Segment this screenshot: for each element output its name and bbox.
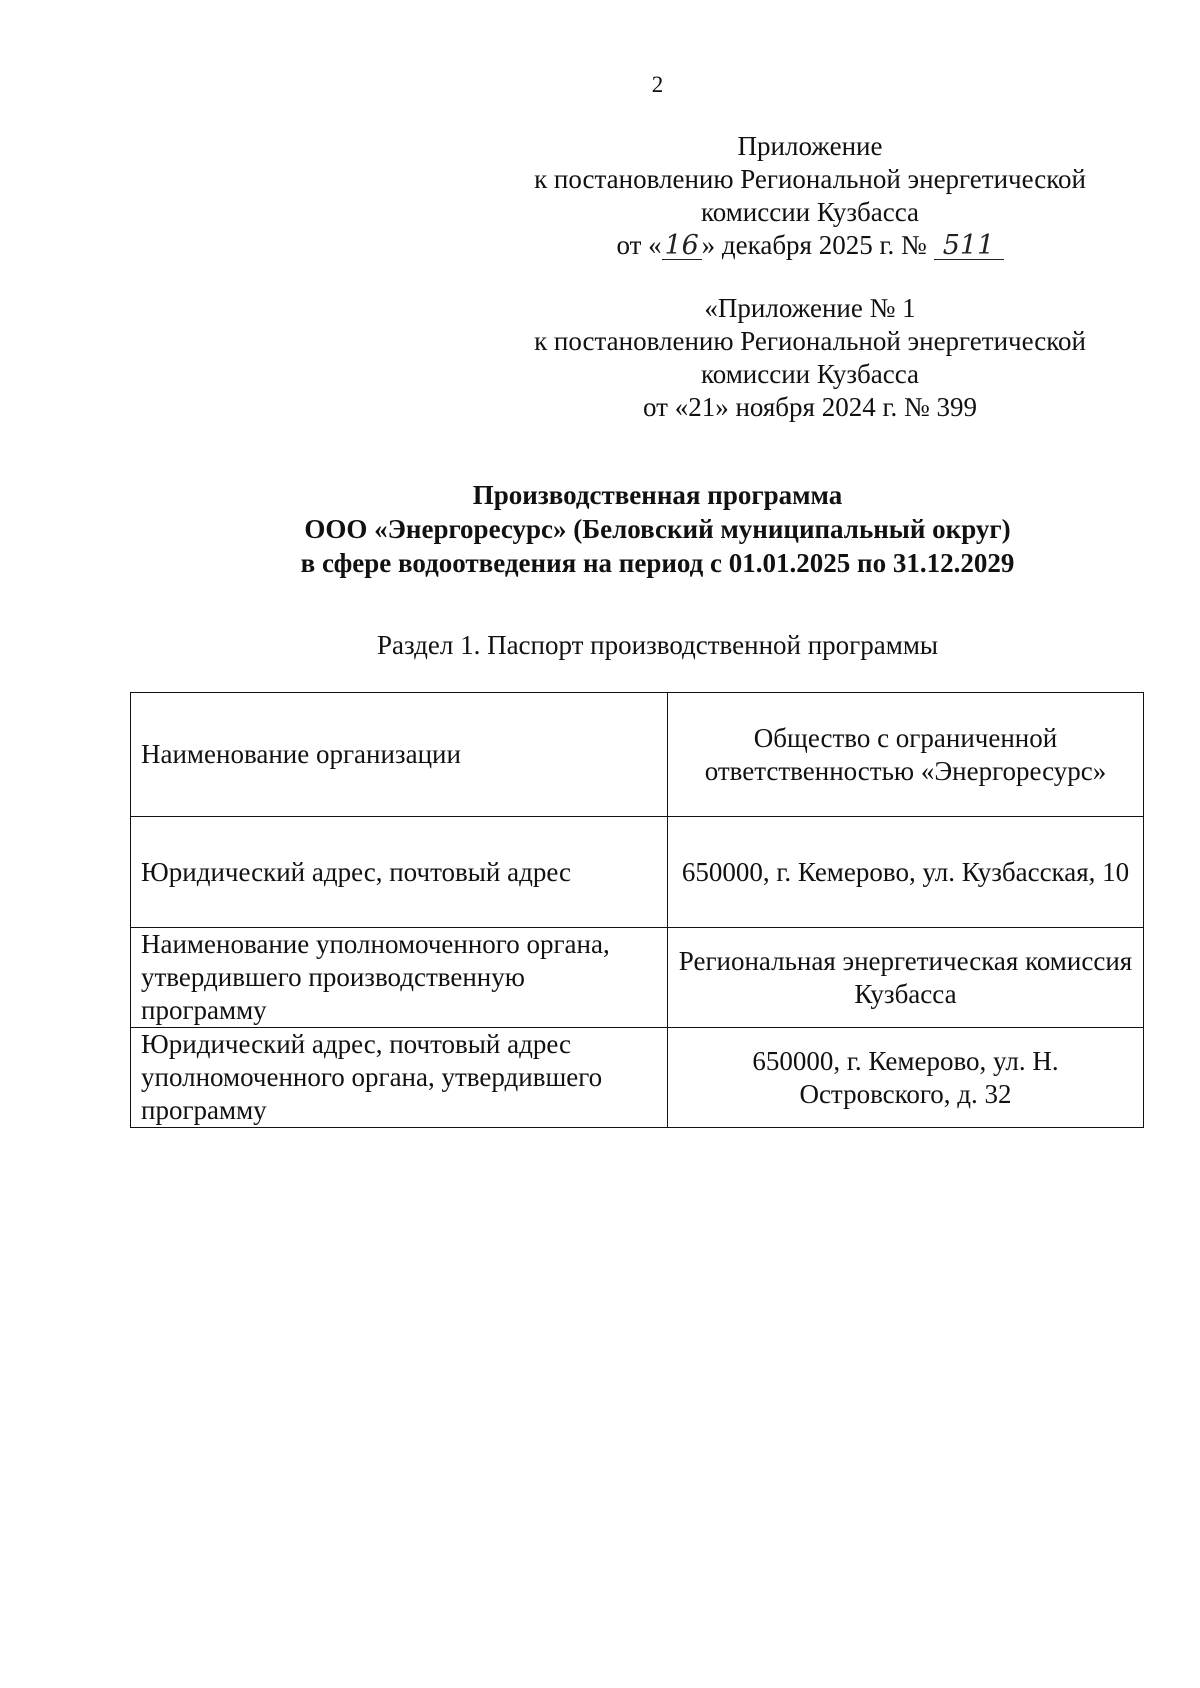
approval-date-line xyxy=(500,229,1120,262)
row-label: Юридический адрес, почтовый адрес уполномоченного органа, утвердившего программу xyxy=(131,1028,668,1128)
approval-line-2: к постановлению Региональной энергетической xyxy=(534,164,1086,194)
title-line-2: ООО «Энергоресурс» (Беловский муниципальный округ) xyxy=(304,514,1011,544)
appendix-date-line: от «21» ноября 2024 г. № 399 xyxy=(643,392,977,422)
section-title: Раздел 1. Паспорт производственной программы xyxy=(376,630,939,660)
date-middle: » декабря 2025 г. № xyxy=(701,230,927,260)
page-number: 2 xyxy=(651,72,664,97)
title-line-3: в сфере водоотведения на период с 01.01.2025 по 31.12.2029 xyxy=(300,548,1015,578)
document-title xyxy=(0,478,1200,580)
row-value: 650000, г. Кемерово, ул. Н. Островского, д. 32 xyxy=(668,1028,1144,1128)
row-label: Наименование уполномоченного органа, утвердившего производственную программу xyxy=(131,928,668,1028)
row-label: Юридический адрес, почтовый адрес xyxy=(131,817,668,928)
table-row xyxy=(131,817,1144,928)
title-line-1: Производственная программа xyxy=(472,480,843,510)
passport-table xyxy=(130,692,1144,1128)
approval-title: Приложение xyxy=(737,131,883,161)
table-row xyxy=(131,928,1144,1028)
appendix-block xyxy=(500,292,1120,424)
row-value: 650000, г. Кемерово, ул. Кузбасская, 10 xyxy=(668,817,1144,928)
table-row xyxy=(131,693,1144,817)
row-label: Наименование организации xyxy=(131,693,668,817)
appendix-title: «Приложение № 1 xyxy=(704,293,916,323)
row-value: Региональная энергетическая комиссия Кузбасса xyxy=(668,928,1144,1028)
approval-line-3: комиссии Кузбасса xyxy=(700,197,920,227)
handwritten-day: 16 xyxy=(662,229,702,262)
row-value: Общество с ограниченной ответственностью «Энергоресурс» xyxy=(668,693,1144,817)
appendix-line-3: комиссии Кузбасса xyxy=(700,359,920,389)
table-row xyxy=(131,1028,1144,1128)
date-prefix: от « xyxy=(616,230,662,260)
handwritten-number: 511 xyxy=(934,229,1004,262)
approval-block xyxy=(500,130,1120,262)
appendix-line-2: к постановлению Региональной энергетической xyxy=(534,326,1086,356)
